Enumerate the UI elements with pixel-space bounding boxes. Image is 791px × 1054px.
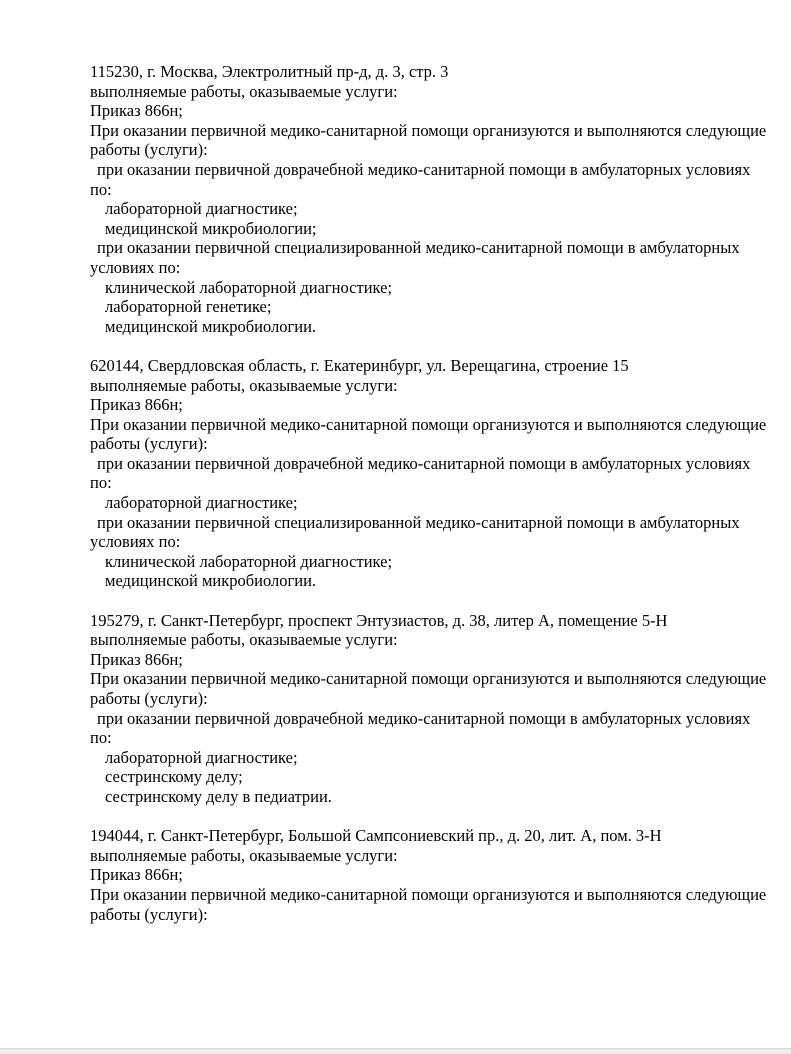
text-line: медицинской микробиологии.: [105, 571, 317, 591]
text-line: При оказании первичной медико-санитарной помощи организуются и выполняются следующие: [90, 884, 767, 904]
text-line: лабораторной диагностике;: [105, 493, 298, 513]
text-line: работы (услуги):: [90, 689, 208, 708]
text-line: при оказании первичной доврачебной медико-санитарной помощи в амбулаторных условиях: [97, 453, 751, 473]
text-line: по:: [90, 179, 112, 199]
address-line: 194044, г. Санкт-Петербург, Большой Сампсониевский пр., д. 20, лит. А, пом. 3-Н: [90, 826, 662, 846]
address-line: 115230, г. Москва, Электролитный пр-д, д. 3, стр. 3: [90, 62, 449, 81]
text-line: медицинской микробиологии.: [105, 316, 317, 336]
text-line: лабораторной диагностике;: [105, 747, 298, 767]
license-works-document: [90, 62, 767, 944]
text-line: при оказании первичной специализированной медико-санитарной помощи в амбулаторных: [97, 512, 740, 532]
text-line: выполняемые работы, оказываемые услуги:: [90, 81, 398, 101]
license-address-block: [90, 62, 767, 336]
text-line: При оказании первичной медико-санитарной помощи организуются и выполняются следующие: [90, 669, 767, 689]
text-line: условиях по:: [90, 257, 181, 277]
license-address-block: [90, 826, 767, 924]
text-line: работы (услуги):: [90, 140, 208, 160]
license-address-block: [90, 610, 767, 807]
text-line: клинической лабораторной диагностике;: [105, 551, 393, 571]
text-line: работы (услуги):: [90, 434, 208, 454]
text-line: сестринскому делу в педиатрии.: [105, 786, 332, 806]
text-line: при оказании первичной доврачебной медико-санитарной помощи в амбулаторных условиях: [97, 708, 751, 728]
text-line: при оказании первичной доврачебной медико-санитарной помощи в амбулаторных условиях: [97, 159, 751, 179]
text-line: При оказании первичной медико-санитарной помощи организуются и выполняются следующие: [90, 414, 767, 434]
horizontal-scrollbar-track[interactable]: [0, 1048, 791, 1054]
text-line: Приказ 866н;: [90, 865, 183, 885]
text-line: условиях по:: [90, 532, 181, 552]
text-line: клинической лабораторной диагностике;: [105, 277, 393, 297]
text-line: работы (услуги):: [90, 904, 208, 924]
text-line: При оказании первичной медико-санитарной помощи организуются и выполняются следующие: [90, 120, 767, 140]
text-line: по:: [90, 473, 112, 493]
address-line: 620144, Свердловская область, г. Екатеринбург, ул. Верещагина, строение 15: [90, 355, 629, 375]
text-line: Приказ 866н;: [90, 649, 183, 669]
text-line: лабораторной генетике;: [105, 297, 272, 317]
text-line: выполняемые работы, оказываемые услуги:: [90, 375, 398, 395]
text-line: Приказ 866н;: [90, 395, 183, 415]
text-line: Приказ 866н;: [90, 101, 183, 121]
license-address-block: [90, 355, 767, 591]
address-line: 195279, г. Санкт-Петербург, проспект Энтузиастов, д. 38, литер А, помещение 5-Н: [90, 610, 668, 630]
text-line: сестринскому делу;: [105, 767, 243, 787]
text-line: по:: [90, 728, 112, 748]
text-line: лабораторной диагностике;: [105, 199, 298, 219]
text-line: выполняемые работы, оказываемые услуги:: [90, 630, 398, 650]
text-line: медицинской микробиологии;: [105, 218, 317, 238]
text-line: при оказании первичной специализированной медико-санитарной помощи в амбулаторных: [97, 238, 740, 258]
text-line: выполняемые работы, оказываемые услуги:: [90, 845, 398, 865]
